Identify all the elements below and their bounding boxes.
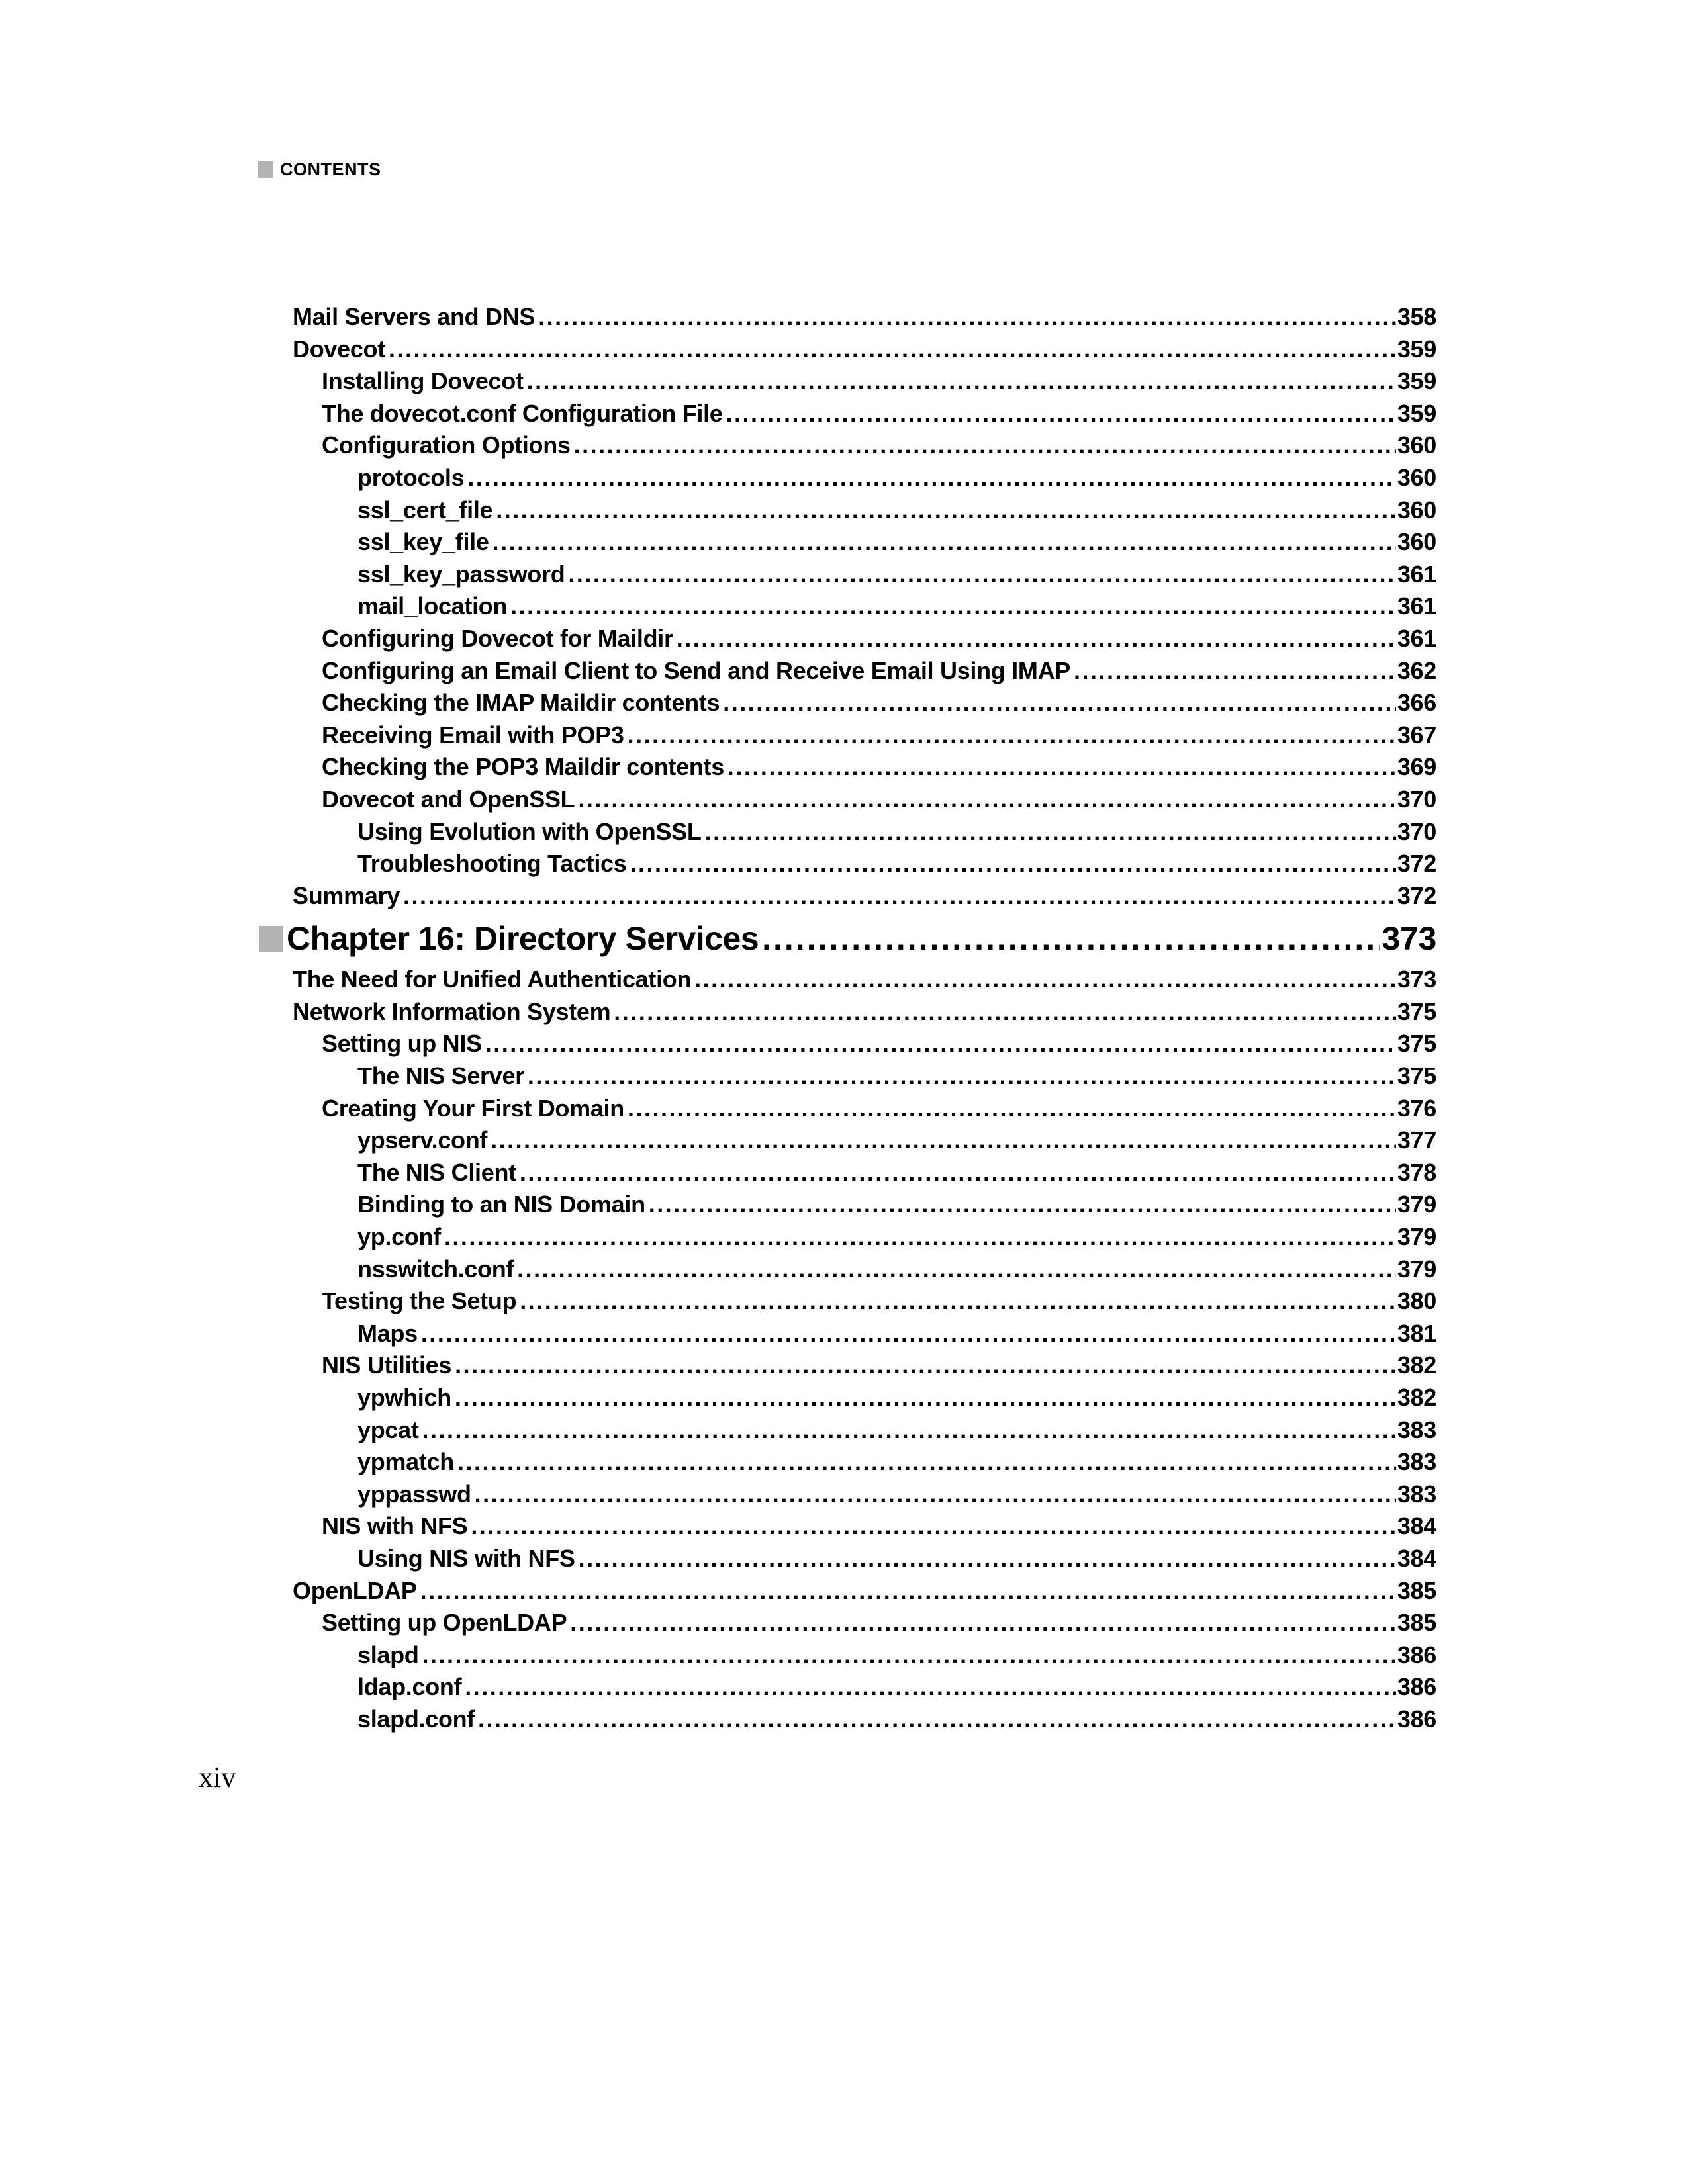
toc-entry-label: Receiving Email with POP3 — [322, 721, 624, 749]
toc-entry — [293, 1479, 1436, 1511]
toc-entry-label: ypmatch — [357, 1448, 454, 1476]
dot-leader — [628, 1093, 1396, 1125]
dot-leader — [389, 334, 1396, 366]
toc-entry-page-number: 366 — [1397, 689, 1436, 717]
toc-entry-label: yp.conf — [357, 1223, 441, 1251]
toc-entry-label: yppasswd — [357, 1480, 471, 1508]
dot-leader — [455, 1349, 1396, 1382]
toc-entry — [293, 494, 1436, 527]
header-marker-icon — [258, 161, 273, 178]
toc-entry-page-number: 370 — [1397, 785, 1436, 813]
toc-entry — [293, 462, 1436, 494]
toc-entry-label: nsswitch.conf — [357, 1255, 514, 1283]
dot-leader — [475, 1479, 1396, 1511]
dot-leader — [570, 1607, 1396, 1639]
toc-entry-page-number: 383 — [1397, 1448, 1436, 1476]
toc-entry-label: protocols — [357, 463, 465, 491]
dot-leader — [705, 816, 1396, 848]
toc-entry — [293, 1060, 1436, 1093]
dot-leader — [628, 719, 1396, 752]
toc-entry — [293, 1028, 1436, 1060]
toc-entry-page-number: 386 — [1397, 1641, 1436, 1668]
toc-entry — [293, 430, 1436, 462]
dot-leader — [422, 1639, 1396, 1672]
dot-leader — [517, 1253, 1396, 1286]
toc-entry — [293, 526, 1436, 559]
page-header — [258, 161, 381, 178]
toc-entry-label: Mail Servers and DNS — [293, 303, 536, 330]
toc-entry-page-number: 379 — [1397, 1223, 1436, 1251]
toc-entry — [293, 848, 1436, 880]
toc-entry-page-number: 381 — [1397, 1319, 1436, 1347]
toc-entry-page-number: 358 — [1397, 303, 1436, 330]
toc-entry-page-number: 379 — [1397, 1191, 1436, 1218]
toc-entry — [293, 1543, 1436, 1575]
toc-entry-label: The Need for Unified Authentication — [293, 966, 692, 993]
toc-entry-label: Configuring Dovecot for Maildir — [322, 624, 673, 652]
toc-entry — [293, 1221, 1436, 1253]
toc-entry — [293, 1318, 1436, 1350]
toc-entry — [293, 1157, 1436, 1189]
header-label: CONTENTS — [280, 159, 381, 179]
toc-entry — [293, 880, 1436, 913]
toc-entry-label: ssl_key_password — [357, 560, 565, 588]
toc-entry — [293, 1575, 1436, 1608]
dot-leader — [614, 996, 1396, 1028]
toc-entry-label: Dovecot — [293, 335, 385, 363]
toc-entry-page-number: 386 — [1397, 1705, 1436, 1733]
dot-leader — [491, 1124, 1396, 1157]
toc-entry-page-number: 359 — [1397, 399, 1436, 427]
dot-leader — [762, 919, 1380, 958]
toc-entry-label: OpenLDAP — [293, 1576, 417, 1604]
dot-leader — [465, 1671, 1396, 1704]
toc-entry-label: Testing the Setup — [322, 1287, 517, 1315]
toc-entry-label: Using Evolution with OpenSSL — [357, 817, 702, 845]
toc-entry-label: Using NIS with NFS — [357, 1544, 575, 1572]
toc-entry-page-number: 359 — [1397, 367, 1436, 395]
dot-leader — [478, 1704, 1396, 1736]
dot-leader — [538, 301, 1396, 334]
dot-leader — [528, 1060, 1396, 1093]
toc-entry-page-number: 383 — [1397, 1480, 1436, 1508]
toc-entry-label: The NIS Server — [357, 1062, 524, 1090]
toc-entry-label: The NIS Client — [357, 1158, 516, 1186]
dot-leader — [455, 1382, 1396, 1414]
dot-leader — [471, 1510, 1395, 1543]
toc-entry — [293, 1607, 1436, 1639]
toc-entry-label: ypserv.conf — [357, 1126, 488, 1154]
toc-entry-page-number: 375 — [1397, 1030, 1436, 1058]
dot-leader — [527, 365, 1396, 398]
dot-leader — [457, 1446, 1396, 1479]
toc-entry-page-number: 378 — [1397, 1158, 1436, 1186]
dot-leader — [1074, 655, 1396, 688]
toc-entry-page-number: 361 — [1397, 624, 1436, 652]
toc-entry-page-number: 383 — [1397, 1416, 1436, 1443]
toc-entry-label: ypcat — [357, 1416, 419, 1443]
dot-leader — [421, 1318, 1396, 1350]
toc-entry-label: slapd — [357, 1641, 419, 1668]
toc-entry-page-number: 382 — [1397, 1351, 1436, 1379]
toc-entry — [293, 559, 1436, 591]
toc-entry-page-number: 369 — [1397, 753, 1436, 781]
toc-entry — [293, 1124, 1436, 1157]
page-footer — [199, 1763, 236, 1792]
toc-entry — [293, 590, 1436, 623]
toc-entry-page-number: 360 — [1397, 496, 1436, 523]
toc-entry-page-number: 375 — [1397, 997, 1436, 1025]
toc-entry-page-number: 377 — [1397, 1126, 1436, 1154]
dot-leader — [520, 1157, 1396, 1189]
toc-entry-page-number: 386 — [1397, 1673, 1436, 1701]
toc-entry-label: Configuring an Email Client to Send and Receive Email Using IMAP — [322, 657, 1070, 684]
toc-entry-label: Setting up OpenLDAP — [322, 1609, 567, 1637]
toc-entry-label: Troubleshooting Tactics — [357, 850, 627, 878]
dot-leader — [492, 526, 1396, 559]
toc-entry-label: The dovecot.conf Configuration File — [322, 399, 723, 427]
toc-entry-label: ssl_cert_file — [357, 496, 493, 523]
toc-entry-label: NIS with NFS — [322, 1512, 468, 1540]
dot-leader — [510, 590, 1396, 623]
toc-entry — [293, 301, 1436, 334]
toc-entry — [293, 996, 1436, 1028]
toc-entry-label: mail_location — [357, 592, 508, 620]
toc-entry-label: Maps — [357, 1319, 418, 1347]
dot-leader — [422, 1414, 1396, 1447]
toc-entry-label: Dovecot and OpenSSL — [322, 785, 575, 813]
toc-entry — [293, 1704, 1436, 1736]
dot-leader — [630, 848, 1395, 880]
toc-entry — [293, 655, 1436, 688]
toc-entry-label: Summary — [293, 882, 400, 909]
toc-entry — [293, 334, 1436, 366]
toc-entry — [293, 365, 1436, 398]
dot-leader — [444, 1221, 1396, 1253]
toc-entry — [293, 1446, 1436, 1479]
dot-leader — [726, 398, 1396, 430]
toc-entry-label: Checking the POP3 Maildir contents — [322, 753, 724, 781]
table-of-contents — [287, 301, 1436, 1736]
toc-entry-label: Setting up NIS — [322, 1030, 482, 1058]
toc-entry-label: slapd.conf — [357, 1705, 475, 1733]
toc-entry — [293, 964, 1436, 996]
dot-leader — [403, 880, 1396, 913]
dot-leader — [727, 751, 1396, 784]
toc-entry — [293, 1671, 1436, 1704]
toc-entry — [293, 784, 1436, 816]
toc-entry-page-number: 372 — [1397, 882, 1436, 909]
toc-entry-label: ssl_key_file — [357, 528, 489, 556]
toc-entry-page-number: 372 — [1397, 850, 1436, 878]
toc-entry-label: Binding to an NIS Domain — [357, 1191, 645, 1218]
toc-entry-label: ypwhich — [357, 1384, 451, 1411]
toc-entry-label: Installing Dovecot — [322, 367, 524, 395]
toc-entry — [293, 1382, 1436, 1414]
footer-page-number: xiv — [199, 1761, 236, 1794]
toc-entry — [293, 1285, 1436, 1318]
dot-leader — [520, 1285, 1396, 1318]
dot-leader — [649, 1189, 1396, 1221]
toc-entry-page-number: 360 — [1397, 528, 1436, 556]
toc-entry — [293, 751, 1436, 784]
toc-entry-page-number: 359 — [1397, 335, 1436, 363]
toc-chapter-entry — [287, 919, 1436, 958]
toc-entry — [293, 816, 1436, 848]
dot-leader — [485, 1028, 1396, 1060]
toc-entry-page-number: 384 — [1397, 1544, 1436, 1572]
toc-entry-page-number: 367 — [1397, 721, 1436, 749]
dot-leader — [578, 784, 1395, 816]
dot-leader — [568, 559, 1395, 591]
toc-entry-label: Network Information System — [293, 997, 611, 1025]
toc-entry — [293, 1349, 1436, 1382]
dot-leader — [677, 623, 1396, 655]
toc-entry-label: Configuration Options — [322, 432, 571, 459]
toc-entry-page-number: 382 — [1397, 1384, 1436, 1411]
toc-entry-page-number: 361 — [1397, 560, 1436, 588]
toc-entry — [293, 1639, 1436, 1672]
toc-entry-label: Checking the IMAP Maildir contents — [322, 689, 720, 717]
toc-entry-page-number: 380 — [1397, 1287, 1436, 1315]
chapter-marker-icon — [259, 926, 283, 952]
toc-entry-label: Creating Your First Domain — [322, 1094, 624, 1122]
dot-leader — [496, 494, 1396, 527]
toc-entry-page-number: 361 — [1397, 592, 1436, 620]
toc-entry-page-number: 375 — [1397, 1062, 1436, 1090]
toc-entry — [293, 623, 1436, 655]
toc-entry-page-number: 376 — [1397, 1094, 1436, 1122]
toc-entry-page-number: 360 — [1397, 432, 1436, 459]
toc-entry-page-number: 385 — [1397, 1609, 1436, 1637]
toc-entry — [293, 1093, 1436, 1125]
toc-entry — [293, 687, 1436, 719]
dot-leader — [579, 1543, 1396, 1575]
dot-leader — [467, 462, 1396, 494]
toc-entry — [293, 398, 1436, 430]
toc-entry-page-number: 360 — [1397, 463, 1436, 491]
toc-entry-page-number: 362 — [1397, 657, 1436, 684]
toc-chapter-page-number: 373 — [1382, 920, 1436, 958]
toc-chapter-title: Chapter 16: Directory Services — [287, 920, 759, 958]
toc-entry — [293, 719, 1436, 752]
toc-entry — [293, 1253, 1436, 1286]
toc-entry-page-number: 379 — [1397, 1255, 1436, 1283]
dot-leader — [694, 964, 1396, 996]
toc-entry-page-number: 384 — [1397, 1512, 1436, 1540]
dot-leader — [420, 1575, 1396, 1608]
dot-leader — [723, 687, 1396, 719]
toc-entry-label: NIS Utilities — [322, 1351, 452, 1379]
toc-entry-page-number: 373 — [1397, 966, 1436, 993]
toc-entry-label: ldap.conf — [357, 1673, 462, 1701]
toc-entry — [293, 1189, 1436, 1221]
toc-entry-page-number: 370 — [1397, 817, 1436, 845]
dot-leader — [574, 430, 1396, 462]
toc-entry — [293, 1414, 1436, 1447]
toc-entry-page-number: 385 — [1397, 1576, 1436, 1604]
toc-entry — [293, 1510, 1436, 1543]
